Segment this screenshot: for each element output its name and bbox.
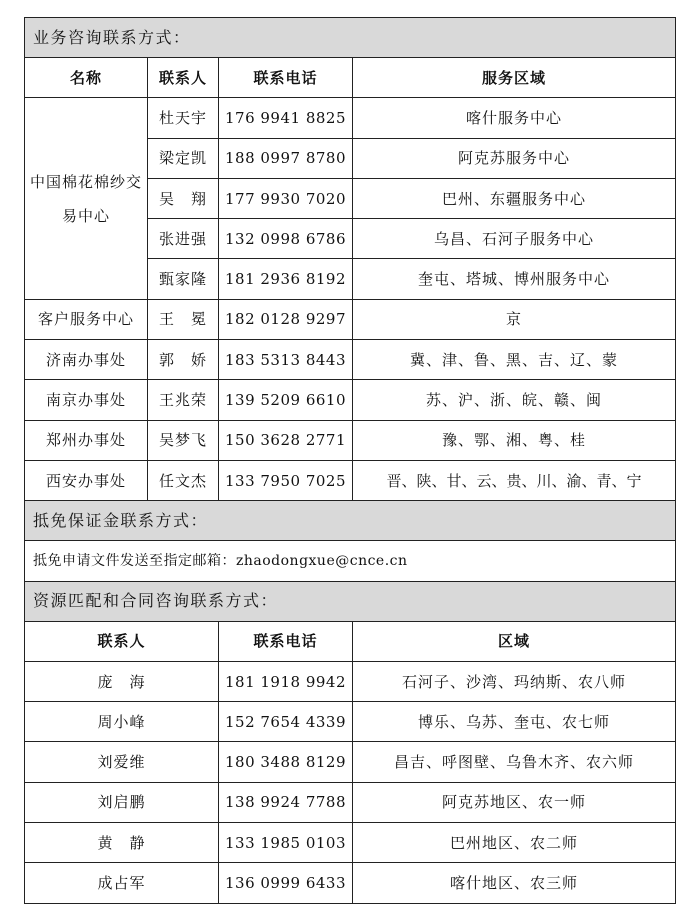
phone-cell: 132 0998 6786 (219, 219, 353, 259)
contact-cell: 周小峰 (25, 702, 219, 742)
phone-cell: 133 7950 7025 (219, 460, 353, 500)
office-name-cell: 西安办事处 (25, 460, 148, 500)
phone-cell: 138 9924 7788 (219, 782, 353, 822)
phone-cell: 183 5313 8443 (219, 340, 353, 380)
area-cell: 阿克苏地区、农一师 (353, 782, 676, 822)
header-name: 名称 (25, 58, 148, 98)
header-contact: 联系人 (148, 58, 219, 98)
area-cell: 昌吉、呼图壁、乌鲁木齐、农六师 (353, 742, 676, 782)
phone-cell: 182 0128 9297 (219, 299, 353, 339)
phone-cell: 139 5209 6610 (219, 380, 353, 420)
area-cell: 巴州地区、农二师 (353, 823, 676, 863)
area-cell: 奎屯、塔城、博州服务中心 (353, 259, 676, 299)
office-name-cell: 郑州办事处 (25, 420, 148, 460)
contact-cell: 张进强 (148, 219, 219, 259)
area-cell: 喀什地区、农三师 (353, 863, 676, 903)
contact-cell: 甄家隆 (148, 259, 219, 299)
header-area: 服务区域 (353, 58, 676, 98)
phone-cell: 133 1985 0103 (219, 823, 353, 863)
phone-cell: 188 0997 8780 (219, 138, 353, 178)
header-contact: 联系人 (25, 621, 219, 661)
contact-cell: 王兆荣 (148, 380, 219, 420)
office-name-cell: 济南办事处 (25, 340, 148, 380)
phone-cell: 152 7654 4339 (219, 702, 353, 742)
header-phone: 联系电话 (219, 621, 353, 661)
phone-cell: 150 3628 2771 (219, 420, 353, 460)
section-title-resource: 资源匹配和合同咨询联系方式： (25, 581, 676, 621)
contact-cell: 吴 翔 (148, 178, 219, 218)
group-name-cnce: 中国棉花棉纱交易中心 (25, 98, 148, 299)
office-name-cell: 南京办事处 (25, 380, 148, 420)
deposit-email-note: 抵免申请文件发送至指定邮箱：zhaodongxue@cnce.cn (25, 541, 676, 581)
area-cell: 巴州、东疆服务中心 (353, 178, 676, 218)
phone-cell: 181 2936 8192 (219, 259, 353, 299)
contact-cell: 庞 海 (25, 661, 219, 701)
contact-cell: 刘爱维 (25, 742, 219, 782)
contact-cell: 郭 娇 (148, 340, 219, 380)
contact-cell: 梁定凯 (148, 138, 219, 178)
area-cell: 冀、津、鲁、黑、吉、辽、蒙 (353, 340, 676, 380)
phone-cell: 176 9941 8825 (219, 98, 353, 138)
area-cell: 博乐、乌苏、奎屯、农七师 (353, 702, 676, 742)
header-phone: 联系电话 (219, 58, 353, 98)
phone-cell: 136 0999 6433 (219, 863, 353, 903)
phone-cell: 177 9930 7020 (219, 178, 353, 218)
phone-cell: 181 1918 9942 (219, 661, 353, 701)
area-cell: 豫、鄂、湘、粤、桂 (353, 420, 676, 460)
office-name-cell: 客户服务中心 (25, 299, 148, 339)
area-cell: 阿克苏服务中心 (353, 138, 676, 178)
contact-cell: 吴梦飞 (148, 420, 219, 460)
contact-table (24, 17, 676, 904)
phone-cell: 180 3488 8129 (219, 742, 353, 782)
section-title-deposit: 抵免保证金联系方式： (25, 501, 676, 541)
contact-cell: 杜天宇 (148, 98, 219, 138)
contact-cell: 黄 静 (25, 823, 219, 863)
section-title-business: 业务咨询联系方式： (25, 18, 676, 58)
area-cell: 石河子、沙湾、玛纳斯、农八师 (353, 661, 676, 701)
contact-cell: 刘启鹏 (25, 782, 219, 822)
area-cell: 苏、沪、浙、皖、赣、闽 (353, 380, 676, 420)
area-cell: 晋、陕、甘、云、贵、川、渝、青、宁 (353, 460, 676, 500)
area-cell: 京 (353, 299, 676, 339)
contact-cell: 成占军 (25, 863, 219, 903)
area-cell: 乌昌、石河子服务中心 (353, 219, 676, 259)
contact-cell: 王 冕 (148, 299, 219, 339)
header-area: 区域 (353, 621, 676, 661)
contact-cell: 任文杰 (148, 460, 219, 500)
area-cell: 喀什服务中心 (353, 98, 676, 138)
